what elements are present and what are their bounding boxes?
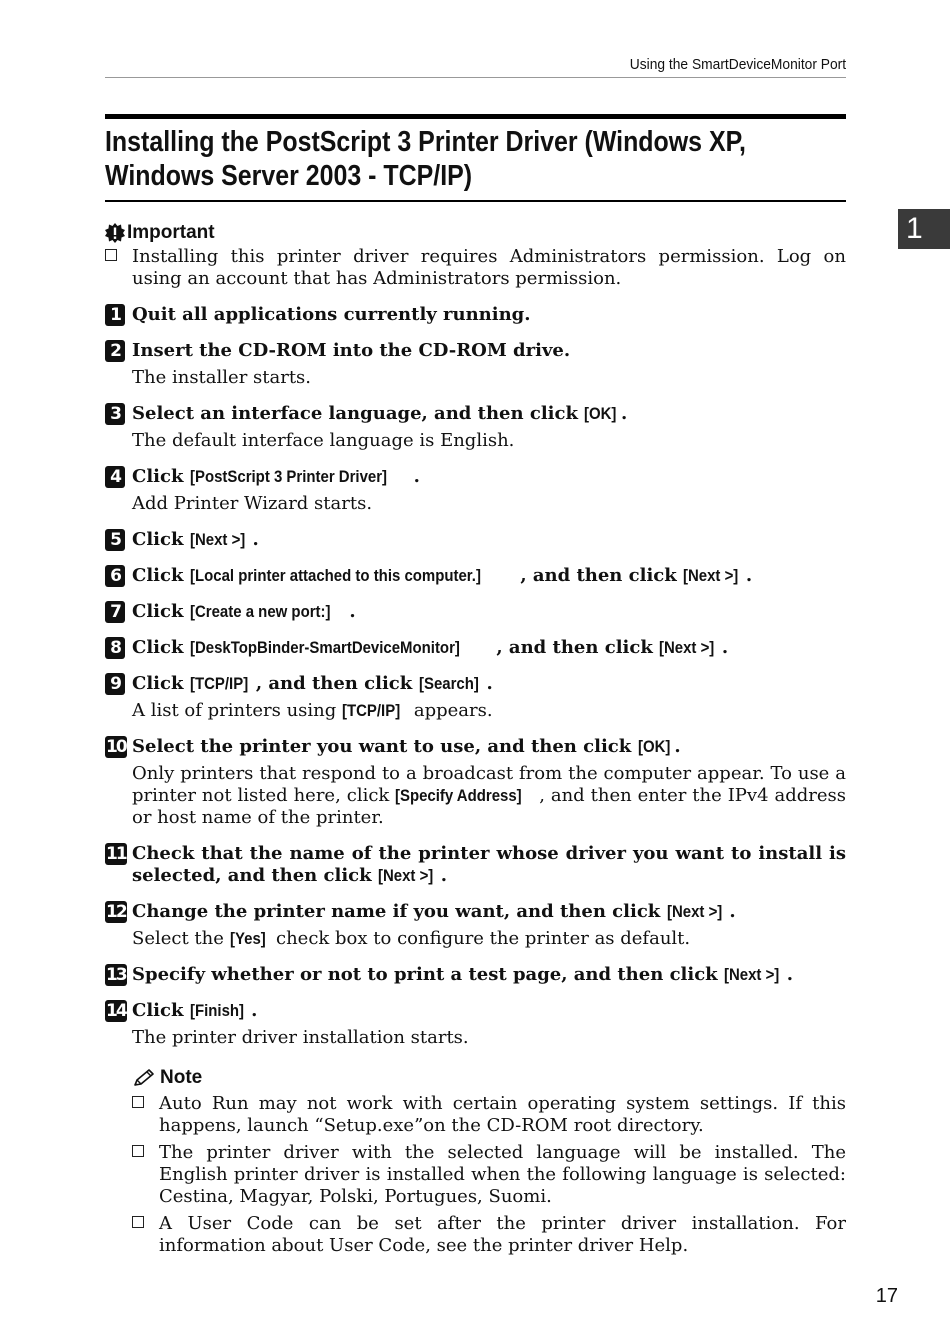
important-block — [105, 220, 846, 290]
step-instruction: Select an interface language, and then click [OK] . — [132, 403, 628, 424]
ui-label-ok: [OK] — [584, 404, 617, 423]
ui-label-next: [Next >] — [189, 530, 245, 549]
checkbox-bullet-icon — [132, 1096, 144, 1108]
page-content — [105, 220, 846, 1262]
step-10 — [105, 736, 846, 829]
step-instruction: Specify whether or not to print a test page, and then click [Next >] . — [132, 964, 794, 985]
step-instruction: Click [Create a new port:] . — [132, 601, 356, 622]
step-number-badge: 1 — [105, 304, 125, 326]
note-heading — [132, 1065, 846, 1091]
note-item: A User Code can be set after the printer driver installation. For information about User Code, see the printer driver Help. — [132, 1213, 846, 1257]
step-description: Select the [Yes] check box to configure the printer as default. — [132, 928, 691, 949]
step-instruction: Click [DeskTopBinder-SmartDeviceMonitor] , and then click [Next >] . — [132, 637, 729, 658]
step-number-badge: 8 — [105, 637, 125, 659]
step-13 — [105, 964, 846, 986]
step-description: Add Printer Wizard starts. — [132, 493, 373, 514]
step-number-badge: 12 — [106, 902, 126, 922]
running-header-text: Using the SmartDeviceMonitor Port — [629, 56, 846, 73]
step-3 — [105, 403, 846, 452]
step-number-badge: 10 — [106, 737, 126, 757]
step-number-badge: 13 — [106, 965, 126, 985]
step-2 — [105, 340, 846, 389]
step-number-badge: 3 — [105, 403, 125, 425]
important-item — [105, 246, 846, 290]
step-11 — [105, 843, 846, 887]
step-number-badge: 6 — [105, 565, 125, 587]
step-description: The printer driver installation starts. — [132, 1027, 469, 1048]
step-1 — [105, 304, 846, 326]
step-description: A list of printers using [TCP/IP] appears. — [132, 700, 493, 721]
step-instruction: Click [TCP/IP] , and then click [Search] . — [132, 673, 493, 694]
important-text: Installing this printer driver requires Administrators permission. Log on using an account that has Administrators permission. — [132, 246, 846, 289]
ui-label-next: [Next >] — [659, 638, 715, 657]
note-block — [132, 1065, 846, 1257]
step-instruction: Insert the CD-ROM into the CD-ROM drive. — [132, 340, 571, 361]
ui-label-search: [Search] — [418, 674, 479, 693]
pencil-icon — [132, 1068, 156, 1088]
ui-label-next: [Next >] — [377, 866, 434, 885]
ui-label-yes: [Yes] — [229, 929, 266, 948]
step-8 — [105, 637, 846, 659]
step-instruction: Click [Finish] . — [132, 1000, 258, 1021]
step-5 — [105, 529, 846, 551]
step-instruction: Change the printer name if you want, and then click [Next >] . — [132, 901, 736, 922]
step-12 — [105, 901, 846, 950]
step-number-badge: 11 — [106, 844, 126, 864]
ui-label-next: [Next >] — [683, 566, 739, 585]
ui-label-desktopbinder: [DeskTopBinder-SmartDeviceMonitor] — [189, 638, 460, 657]
important-heading — [105, 220, 846, 246]
step-4 — [105, 466, 846, 515]
step-instruction: Click [Next >] . — [132, 529, 259, 550]
ui-label-create-port: [Create a new port:] — [189, 602, 331, 621]
step-number-badge: 2 — [105, 340, 125, 362]
checkbox-bullet-icon — [105, 249, 117, 261]
title-rule-bottom — [105, 200, 846, 202]
ui-label-next: [Next >] — [723, 965, 780, 984]
step-instruction: Check that the name of the printer whose driver you want to install is selected, and then click [Next >] . — [132, 843, 846, 886]
step-instruction: Click [Local printer attached to this computer.] , and then click [Next >] . — [132, 565, 753, 586]
ui-label-next: [Next >] — [666, 902, 722, 921]
step-number-badge: 7 — [105, 601, 125, 623]
checkbox-bullet-icon — [132, 1145, 144, 1157]
title-rule-top — [105, 114, 846, 119]
step-9 — [105, 673, 846, 722]
step-instruction: Select the printer you want to use, and then click [OK] . — [132, 736, 681, 757]
page-title: Installing the PostScript 3 Printer Driver (Windows XP, Windows Server 2003 - TCP/IP) — [105, 126, 746, 192]
step-instruction: Click [PostScript 3 Printer Driver] . — [132, 466, 420, 487]
step-number-badge: 14 — [106, 1001, 126, 1021]
step-instruction: Quit all applications currently running. — [132, 304, 531, 325]
ui-label-finish: [Finish] — [189, 1001, 244, 1020]
step-description: The default interface language is English. — [132, 430, 515, 451]
important-heading-text: Important — [127, 222, 215, 243]
step-description: The installer starts. — [132, 367, 312, 388]
ui-label-specify-address: [Specify Address] — [395, 786, 522, 805]
note-item: Auto Run may not work with certain operating system settings. If this happens, launch “Setup.exe”on the CD-ROM root directory. — [132, 1093, 846, 1137]
important-icon — [105, 223, 125, 243]
step-number-badge: 4 — [105, 466, 125, 488]
ui-label-tcpip: [TCP/IP] — [342, 701, 401, 720]
ui-label-ok: [OK] — [637, 737, 670, 756]
chapter-tab: 1 — [898, 209, 950, 249]
ui-label-tcpip: [TCP/IP] — [189, 674, 248, 693]
checkbox-bullet-icon — [132, 1216, 144, 1228]
page-number: 17 — [875, 1285, 898, 1307]
note-item: The printer driver with the selected language will be installed. The English printer driver is installed when the following language is selected: Cestina, Magyar, Polski, Portugues, Suomi. — [132, 1142, 846, 1208]
step-6 — [105, 565, 846, 587]
header-rule — [105, 77, 846, 78]
step-number-badge: 9 — [105, 673, 125, 695]
note-heading-text: Note — [160, 1067, 203, 1088]
step-number-badge: 5 — [105, 529, 125, 551]
ui-label-local-printer: [Local printer attached to this computer.] — [189, 566, 481, 585]
step-14 — [105, 1000, 846, 1049]
ui-label-postscript-driver: [PostScript 3 Printer Driver] — [189, 467, 387, 486]
step-description: Only printers that respond to a broadcast from the computer appear. To use a printer not listed here, click [Specify Address] , and then enter the IPv4 address or host name of the printer. — [132, 763, 846, 828]
step-7 — [105, 601, 846, 623]
